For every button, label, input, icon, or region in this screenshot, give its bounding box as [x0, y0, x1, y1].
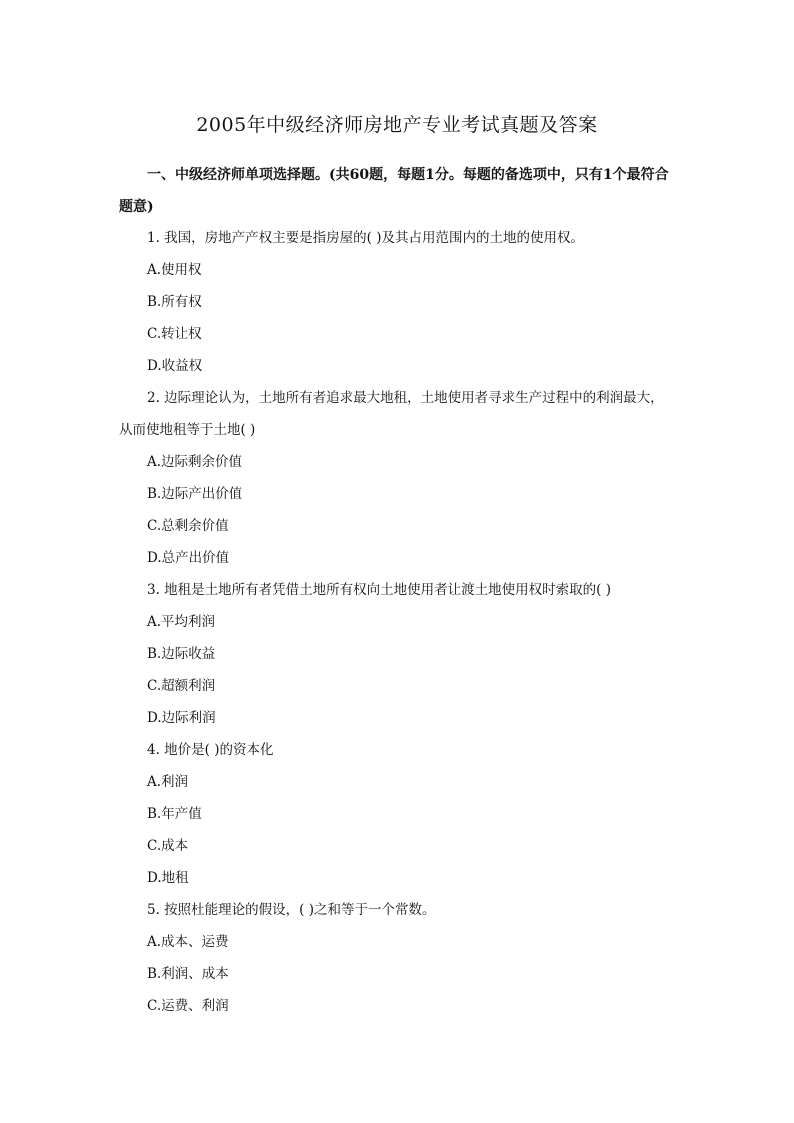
question-1-option-a: A.使用权	[147, 262, 202, 278]
document-title: 2005年中级经济师房地产专业考试真题及答案	[196, 114, 598, 136]
question-1-option-b: B.所有权	[147, 294, 202, 310]
question-4-option-a: A.利润	[147, 774, 189, 790]
question-5-option-c: C.运费、利润	[147, 998, 229, 1014]
question-4-option-b: B.年产值	[147, 806, 202, 822]
question-4-stem: 4. 地价是( )的资本化	[147, 742, 274, 758]
question-2-option-a: A.边际剩余价值	[147, 454, 243, 470]
question-4-option-d: D.地租	[147, 870, 189, 886]
section-heading: 一、中级经济师单项选择题。(共60题，每题1分。每题的备选项中，只有1个最符合题意)	[119, 167, 669, 215]
question-2-option-c: C.总剩余价值	[147, 518, 229, 534]
question-5-stem: 5. 按照杜能理论的假设，( )之和等于一个常数。	[147, 902, 436, 918]
question-3-option-a: A.平均利润	[147, 614, 216, 630]
question-4-option-c: C.成本	[147, 838, 189, 854]
question-2-stem-line-1: 2. 边际理论认为，土地所有者追求最大地租，土地使用者寻求生产过程中的利润最大，	[147, 390, 664, 406]
question-5-option-b: B.利润、成本	[147, 966, 229, 982]
question-5-option-a: A.成本、运费	[147, 934, 229, 950]
question-2-option-b: B.边际产出价值	[147, 486, 243, 502]
question-2-option-d: D.总产出价值	[147, 550, 230, 566]
question-3-stem: 3. 地租是土地所有者凭借土地所有权向土地使用者让渡土地使用权时索取的( )	[147, 582, 611, 598]
question-3-option-c: C.超额利润	[147, 678, 216, 694]
question-3-option-b: B.边际收益	[147, 646, 216, 662]
question-1-option-c: C.转让权	[147, 326, 202, 342]
question-2-stem-line-2: 从而使地租等于土地( )	[119, 422, 256, 438]
question-3-option-d: D.边际利润	[147, 710, 216, 726]
question-1-option-d: D.收益权	[147, 358, 203, 374]
question-1-stem: 1. 我国，房地产产权主要是指房屋的( )及其占用范围内的土地的使用权。	[147, 230, 584, 246]
